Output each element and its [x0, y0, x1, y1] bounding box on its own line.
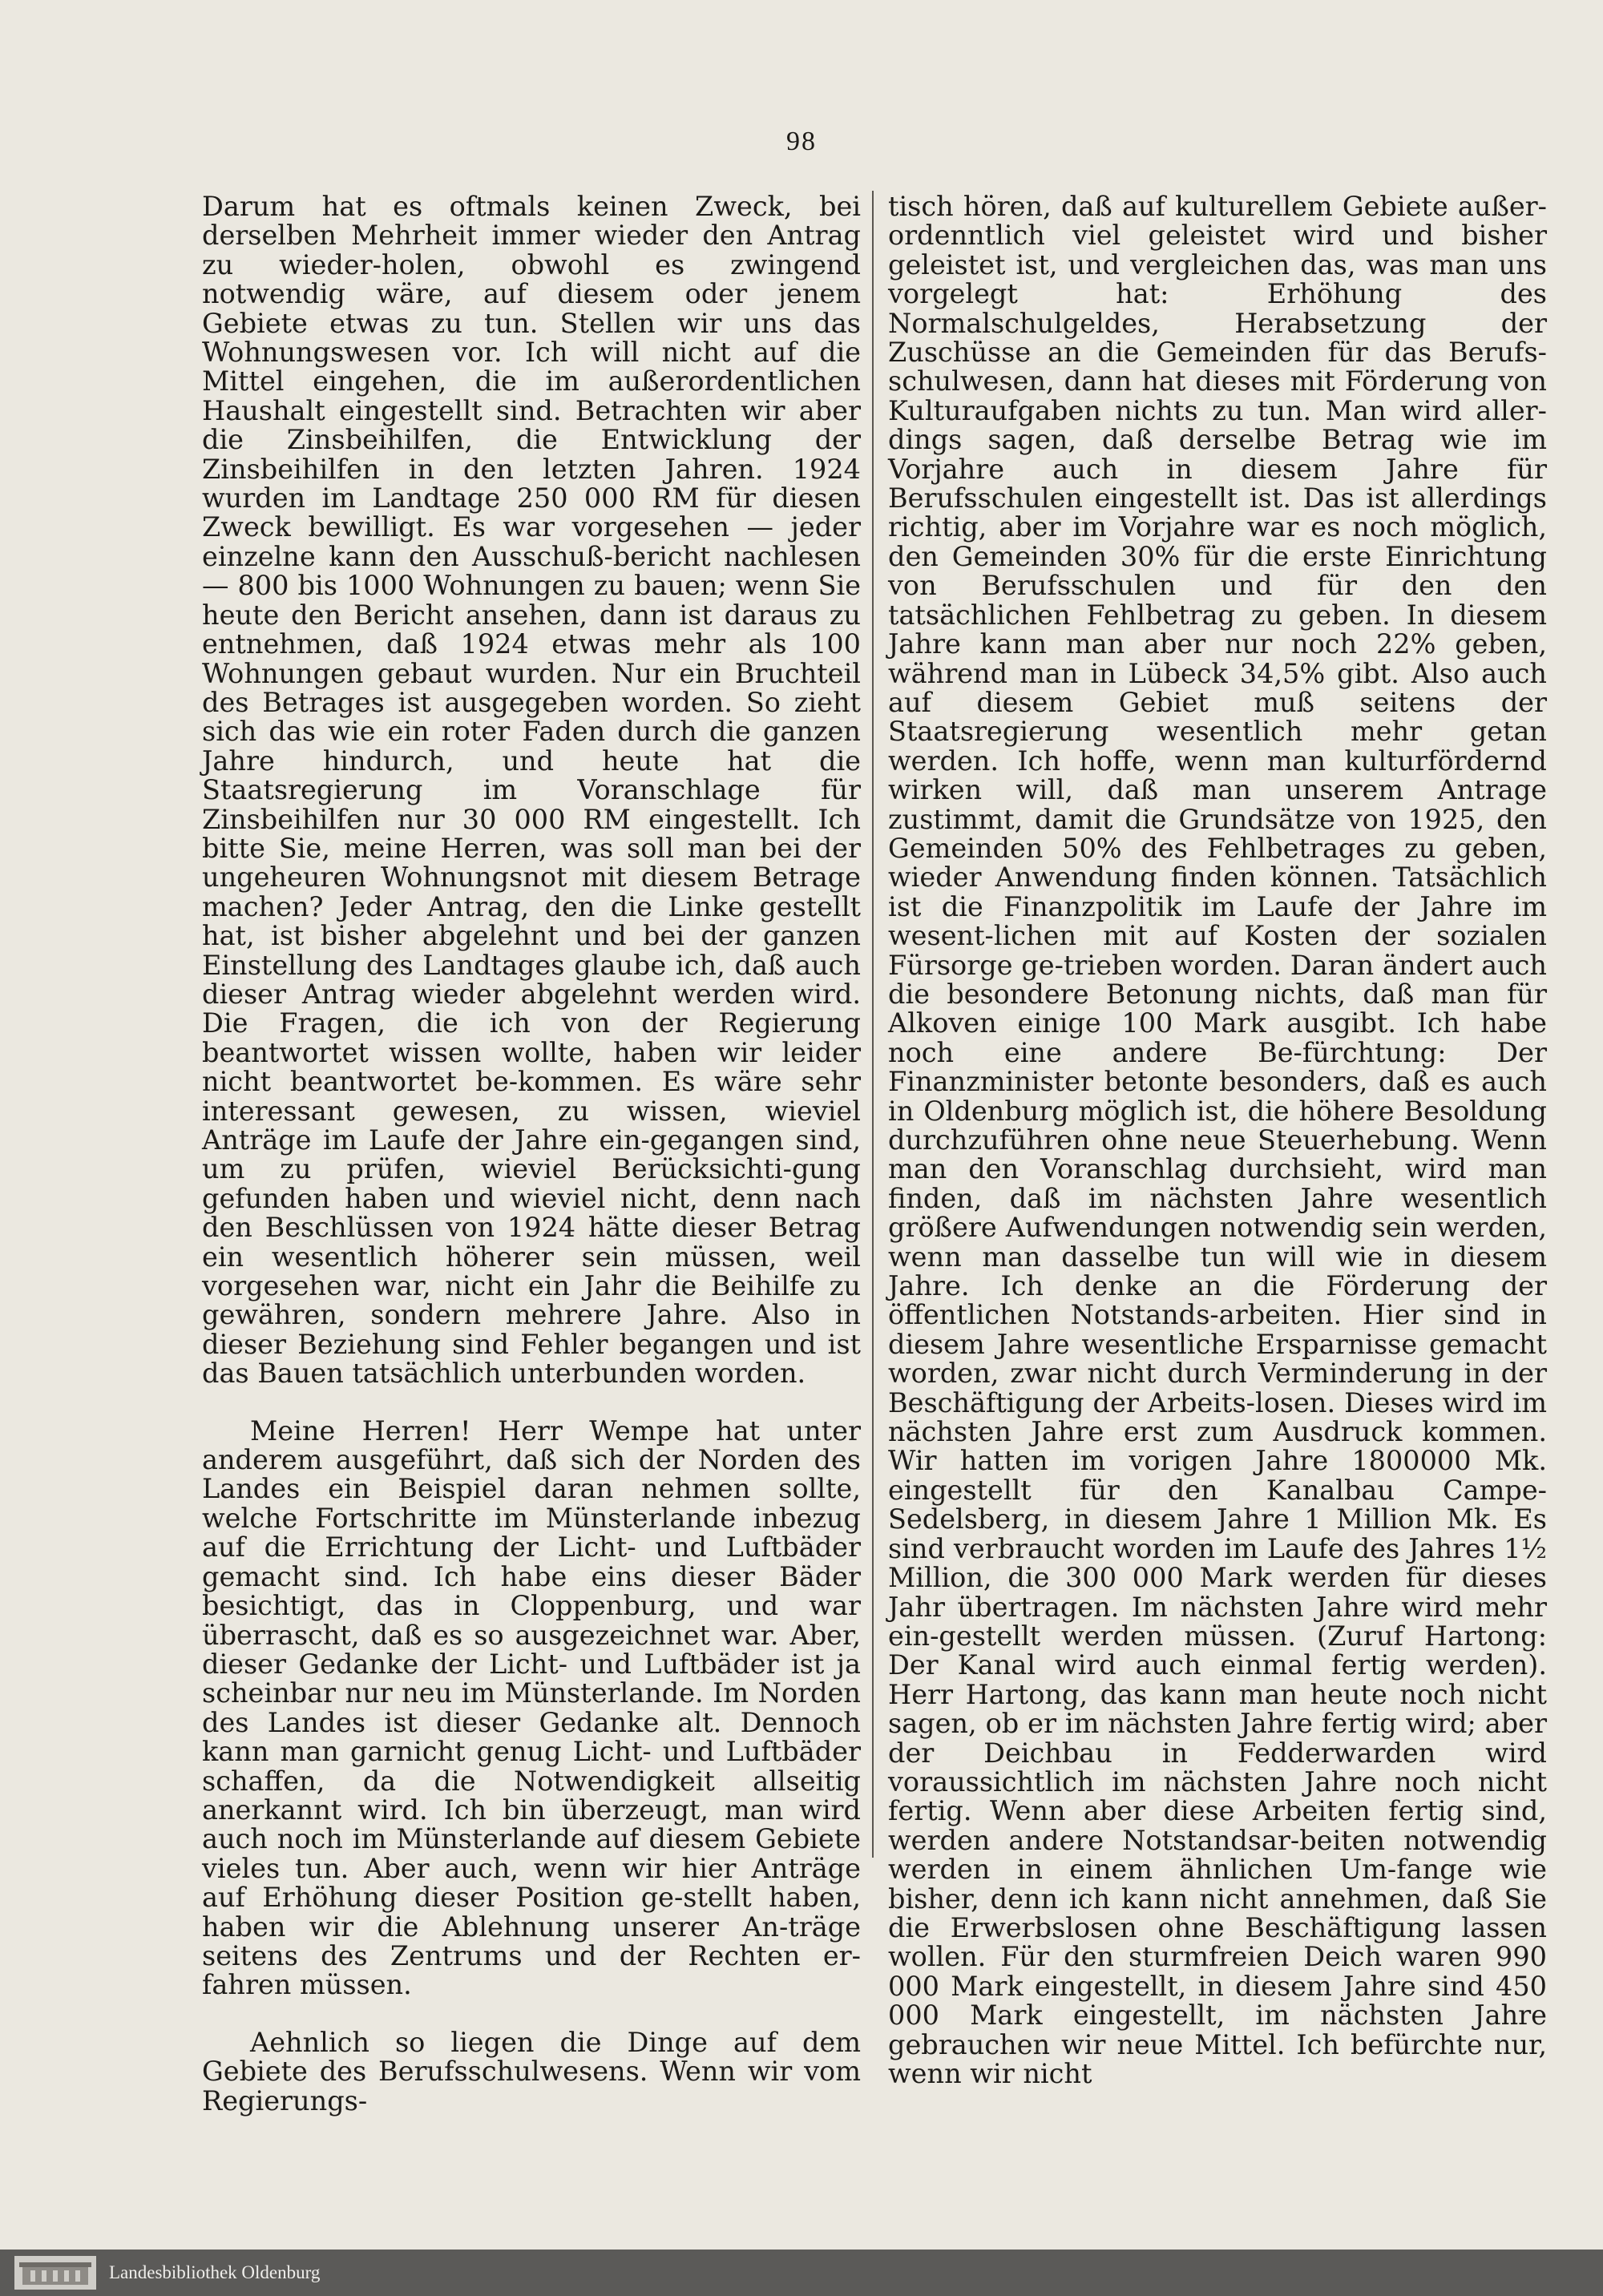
column-divider: [872, 191, 874, 1858]
right-paragraph-1: tisch hören, daß auf kulturellem Gebiete außer-ordenntlich viel geleistet wird und bisher geleistet ist, und vergleichen das, was man uns vorgelegt hat: Erhöhung des Normalschulgeldes, Herabsetzung der Zuschüsse an die Gemeinden für das Berufs-schulwesen, dann hat dieses mit Förderung von Kulturaufgaben nichts zu tun. Man wird aller-dings sagen, daß derselbe Betrag wie im Vorjahre auch in diesem Jahre für Berufsschulen eingestellt ist. Das ist allerdings richtig, aber im Vorjahre war es noch möglich, den Gemeinden 30% für die erste Einrichtung von Berufsschulen und für den den tatsächlichen Fehlbetrag zu geben. In diesem Jahre kann man aber nur noch 22% geben, während man in Lübeck 34,5% gibt. Also auch auf diesem Gebiet muß seitens der Staatsregierung wesentlich mehr getan werden. Ich hoffe, wenn man kulturfördernd wirken will, daß man unserem Antrage zustimmt, damit die Grundsätze von 1925, den Gemeinden 50% des Fehlbetrages zu geben, wieder Anwendung finden können. Tatsächlich ist die Finanzpolitik im Laufe der Jahre im wesent-lichen mit auf Kosten der sozialen Fürsorge ge-trieben worden. Daran ändert auch die besondere Betonung nichts, daß man für Alkoven einige 100 Mark ausgibt. Ich habe noch eine andere Be-fürchtung: Der Finanzminister betonte besonders, daß es auch in Oldenburg möglich ist, die höhere Besoldung durchzuführen ohne neue Steuerhebung. Wenn man den Voranschlag durchsieht, wird man finden, daß im nächsten Jahre wesentlich größere Aufwendungen notwendig sein werden, wenn man dasselbe tun will wie in diesem Jahre. Ich denke an die Förderung der öffentlichen Notstands-arbeiten. Hier sind in diesem Jahre wesentliche Ersparnisse gemacht worden, zwar nicht durch Verminderung in der Beschäftigung der Arbeits-losen. Dieses wird im nächsten Jahre erst zum Ausdruck kommen. Wir hatten im vorigen Jahre 1800000 Mk. eingestellt für den Kanalbau Campe-Sedelsberg, in diesem Jahre 1 Million Mk. Es sind verbraucht worden im Laufe des Jahres 1½ Million, die 300 000 Mark werden für dieses Jahr übertragen. Im nächsten Jahre wird mehr ein-gestellt werden müssen. (Zuruf Hartong: Der Kanal wird auch einmal fertig werden). Herr Hartong, das kann man heute noch nicht sagen, ob er im nächsten Jahre fertig wird; aber der Deichbau in Fedderwarden wird voraussichtlich im nächsten Jahre noch nicht fertig. Wenn aber diese Arbeiten fertig sind, werden andere Notstandsar-beiten notwendig werden in einem ähnlichen Um-fange wie bisher, denn ich kann nicht annehmen, daß Sie die Erwerbslosen ohne Beschäftigung lassen wollen. Für den sturmfreien Deich waren 990 000 Mark eingestellt, in diesem Jahre sind 450 000 Mark eingestellt, im nächsten Jahre gebrauchen wir neue Mittel. Ich befürchte nur, wenn wir nicht: [888, 191, 1547, 2089]
library-logo-icon: [14, 2256, 96, 2290]
right-column: [888, 192, 1547, 2088]
left-column: [202, 192, 861, 2116]
footer-bar: [0, 2250, 1603, 2296]
page-number: 98: [786, 127, 817, 156]
library-name: Landesbibliothek Oldenburg: [109, 2262, 321, 2282]
left-paragraph-3: Aehnlich so liegen die Dinge auf dem Gebiete des Berufsschulwesens. Wenn wir vom Regierungs-: [202, 2026, 861, 2116]
left-paragraph-2: Meine Herren! Herr Wempe hat unter anderem ausgeführt, daß sich der Norden des Landes ein Beispiel daran nehmen sollte, welche Fortschritte im Münsterlande inbezug auf die Errichtung der Licht- und Luftbäder gemacht sind. Ich habe eins dieser Bäder besichtigt, das in Cloppenburg, und war überrascht, daß es so ausgezeichnet war. Aber, dieser Gedanke der Licht- und Luftbäder ist ja scheinbar nur neu im Münsterlande. Im Norden des Landes ist dieser Gedanke alt. Dennoch kann man garnicht genug Licht- und Luftbäder schaffen, da die Notwendigkeit allseitig anerkannt wird. Ich bin überzeugt, man wird auch noch im Münsterlande auf diesem Gebiete vieles tun. Aber auch, wenn wir hier Anträge auf Erhöhung dieser Position ge-stellt haben, haben wir die Ablehnung unserer An-träge seitens des Zentrums und der Rechten er-fahren müssen.: [202, 1414, 861, 2001]
left-paragraph-1: Darum hat es oftmals keinen Zweck, bei derselben Mehrheit immer wieder den Antrag zu wieder-holen, obwohl es zwingend notwendig wäre, auf diesem oder jenem Gebiete etwas zu tun. Stellen wir uns das Wohnungswesen vor. Ich will nicht auf die Mittel eingehen, die im außerordentlichen Haushalt eingestellt sind. Betrachten wir aber die Zinsbeihilfen, die Entwicklung der Zinsbeihilfen in den letzten Jahren. 1924 wurden im Landtage 250 000 RM für diesen Zweck bewilligt. Es war vorgesehen — jeder einzelne kann den Ausschuß-bericht nachlesen — 800 bis 1000 Wohnungen zu bauen; wenn Sie heute den Bericht ansehen, dann ist daraus zu entnehmen, daß 1924 etwas mehr als 100 Wohnungen gebaut wurden. Nur ein Bruchteil des Betrages ist ausgegeben worden. So zieht sich das wie ein roter Faden durch die ganzen Jahre hindurch, und heute hat die Staatsregierung im Voranschlage für Zinsbeihilfen nur 30 000 RM eingestellt. Ich bitte Sie, meine Herren, was soll man bei der ungeheuren Wohnungsnot mit diesem Betrage machen? Jeder Antrag, den die Linke gestellt hat, ist bisher abgelehnt und bei der ganzen Einstellung des Landtages glaube ich, daß auch dieser Antrag wieder abgelehnt werden wird. Die Fragen, die ich von der Regierung beantwortet wissen wollte, haben wir leider nicht beantwortet be-kommen. Es wäre sehr interessant gewesen, zu wissen, wieviel Anträge im Laufe der Jahre ein-gegangen sind, um zu prüfen, wieviel Berücksichti-gung gefunden haben und wieviel nicht, denn nach den Beschlüssen von 1924 hätte dieser Betrag ein wesentlich höherer sein müssen, weil vorgesehen war, nicht ein Jahr die Beihilfe zu gewähren, sondern mehrere Jahre. Also in dieser Beziehung sind Fehler begangen und ist das Bauen tatsächlich unterbunden worden.: [202, 191, 861, 1390]
